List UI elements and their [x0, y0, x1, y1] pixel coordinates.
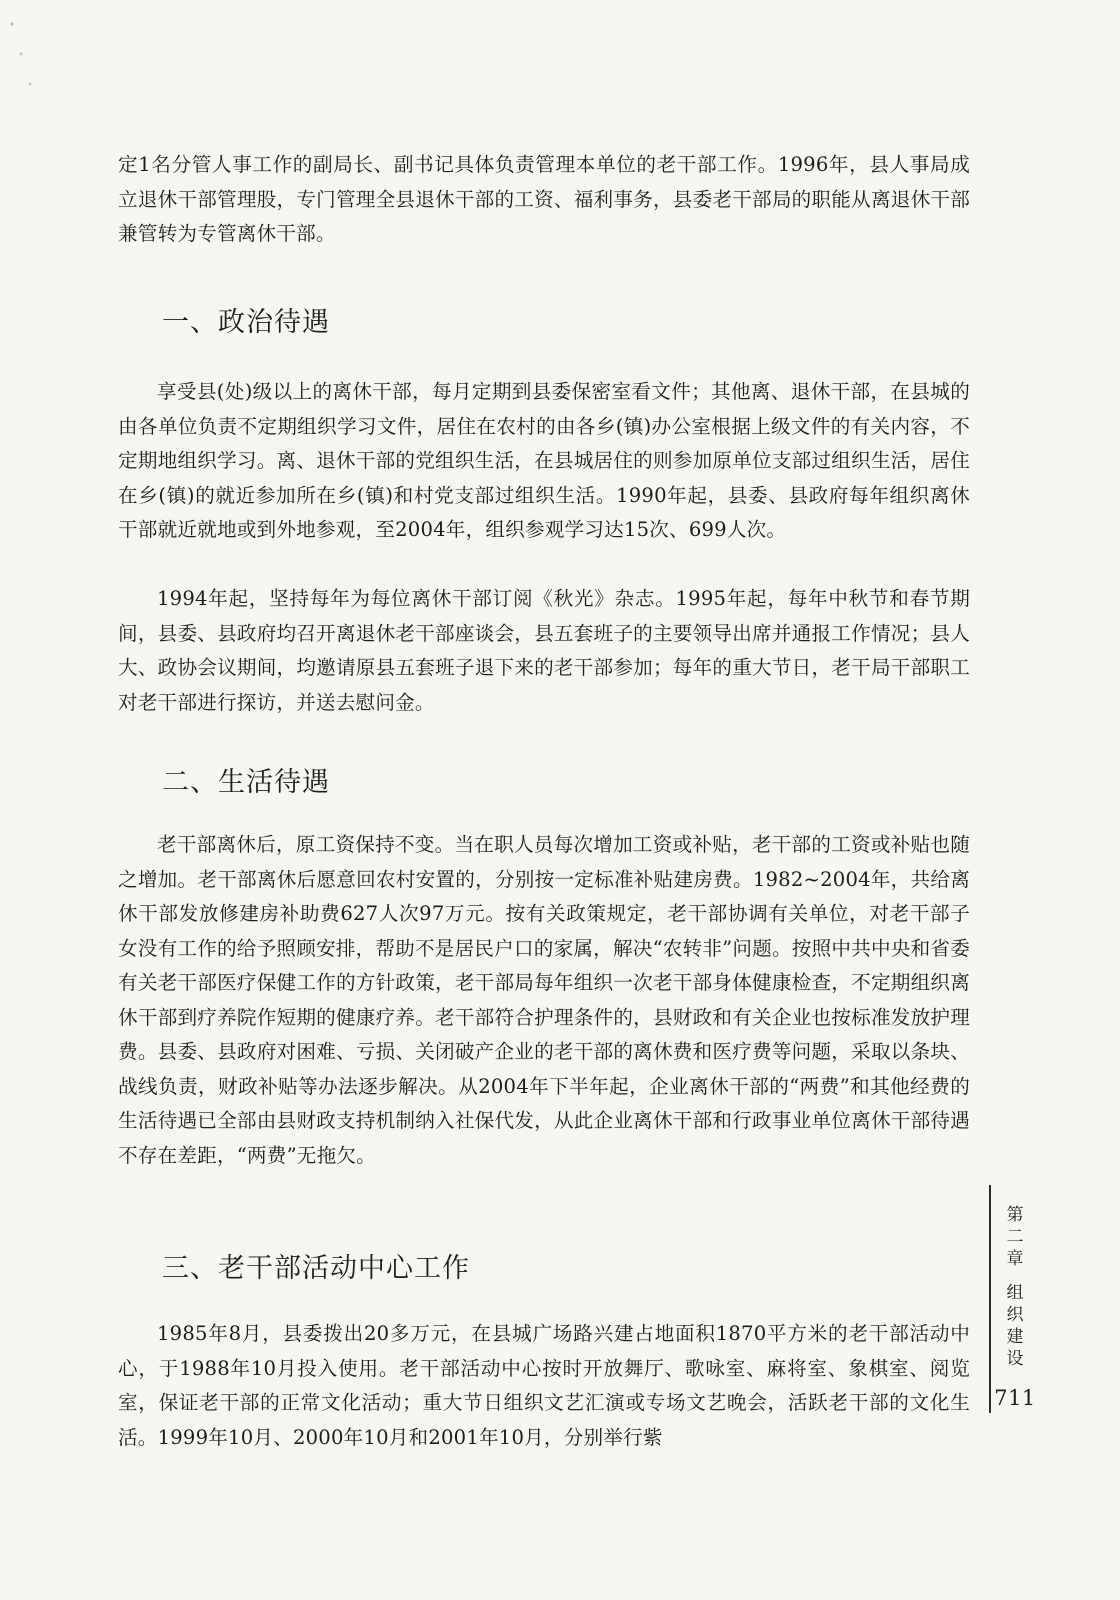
section-char: 建 — [1006, 1327, 1024, 1347]
section-char: 组 — [1006, 1283, 1024, 1303]
section-char: 设 — [1006, 1349, 1024, 1369]
paragraph-intro: 定1名分管人事工作的副局长、副书记具体负责管理本单位的老干部工作。1996年，县人事局成立退休干部管理股，专门管理全县退休干部的工资、福利事务，县委老干部局的职能从离退休干部兼管转为专管离休干部。 — [118, 153, 970, 245]
section-heading-living-treatment: 二、生活待遇 — [162, 767, 330, 798]
scan-speckle — [0, 0, 60, 120]
paragraph-activity-center-1: 1985年8月，县委拨出20多万元，在县城广场路兴建占地面积1870平方米的老干部活动中心，于1988年10月投入使用。老干部活动中心按时开放舞厅、歌咏室、麻将室、象棋室、阅览室，保证老干部的正常文化活动；重大节日组织文艺汇演或专场文艺晚会，活跃老干部的文化生活。1999年10月、2000年10月和2001年10月，分别举行紫 — [118, 1322, 970, 1449]
chapter-char: 二 — [1006, 1227, 1024, 1247]
paragraph-living-1: 老干部离休后，原工资保持不变。当在职人员每次增加工资或补贴，老干部的工资或补贴也随之增加。老干部离休后愿意回农村安置的，分别按一定标准补贴建房费。1982~2004年，共给离休干部发放修建房补助费627人次97万元。按有关政策规定，老干部协调有关单位，对老干部子女没有工作的给予照顾安排，帮助不是居民户口的家属，解决“农转非”问题。按照中共中央和省委有关老干部医疗保健工作的方针政策，老干部局每年组织一次老干部身体健康检查，不定期组织离休干部到疗养院作短期的健康疗养。老干部符合护理条件的，县财政和有关企业也按标准发放护理费。县委、县政府对困难、亏损、关闭破产企业的老干部的离休费和医疗费等问题，采取以条块、战线负责，财政补贴等办法逐步解决。从2004年下半年起，企业离休干部的“两费”和其他经费的生活待遇已全部由县财政支持机制纳入社保代发，从此企业离休干部和行政事业单位离休干部待遇不存在差距，“两费”无拖欠。 — [118, 833, 970, 1167]
chapter-char: 章 — [1006, 1249, 1024, 1269]
section-heading-political-treatment: 一、政治待遇 — [162, 307, 330, 338]
section-heading-activity-center: 三、老干部活动中心工作 — [162, 1253, 470, 1284]
margin-divider-line — [989, 1185, 991, 1413]
page-number: 711 — [994, 1386, 1036, 1410]
paragraph-political-1: 享受县(处)级以上的离休干部，每月定期到县委保密室看文件；其他离、退休干部，在县城的由各单位负责不定期组织学习文件，居住在农村的由各乡(镇)办公室根据上级文件的有关内容，不定期地组织学习。离、退休干部的党组织生活，在县城居住的则参加原单位支部过组织生活，居住在乡(镇)的就近参加所在乡(镇)和村党支部过组织生活。1990年起，县委、县政府每年组织离休干部就近就地或到外地参观，至2004年，组织参观学习达15次、699人次。 — [118, 380, 970, 541]
paragraph-political-2: 1994年起，坚持每年为每位离休干部订阅《秋光》杂志。1995年起，每年中秋节和春节期间，县委、县政府均召开离退休老干部座谈会，县五套班子的主要领导出席并通报工作情况；县人大、政协会议期间，均邀请原县五套班子退下来的老干部参加；每年的重大节日，老干局干部职工对老干部进行探访，并送去慰问金。 — [118, 587, 970, 714]
chapter-char: 第 — [1006, 1205, 1024, 1225]
chapter-side-label — [1000, 1204, 1030, 1370]
section-char: 织 — [1006, 1305, 1024, 1325]
